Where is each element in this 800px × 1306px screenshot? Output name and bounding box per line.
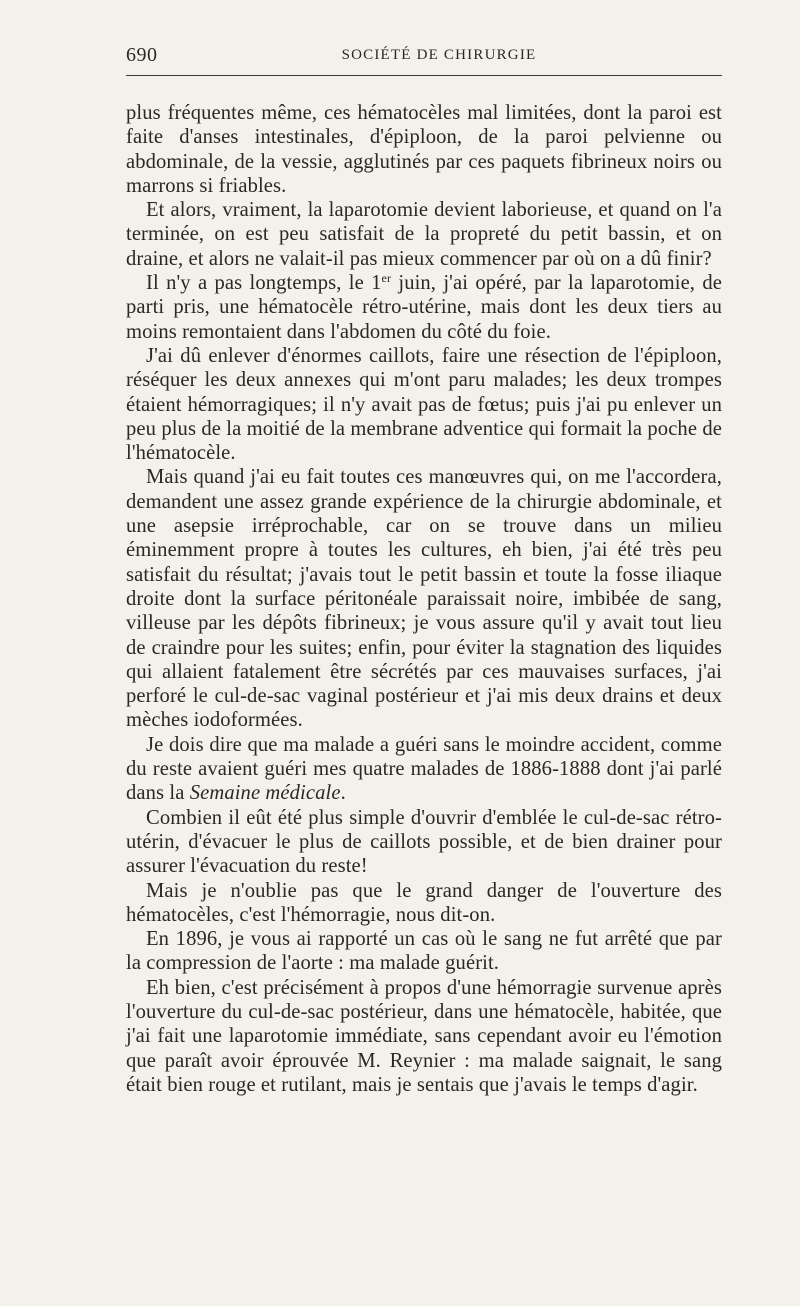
header-rule (126, 75, 722, 76)
body-text (126, 101, 722, 1097)
paragraph-7: Combien il eût été plus simple d'ouvrir d'emblée le cul-de-sac rétro-utérin, d'évacuer le plus de caillots possible, et de bien drainer pour assurer l'évacuation du reste! (126, 806, 722, 878)
page-number: 690 (126, 44, 158, 66)
paragraph-1: plus fréquentes même, ces hématocèles mal limitées, dont la paroi est faite d'anses intestinales, d'épiploon, de la paroi pelvienne ou abdominale, de la vessie, agglutinés par ces paquets fibrineux noirs ou marrons si friables. (126, 102, 722, 197)
journal-title: Semaine médicale (189, 782, 341, 805)
paragraph-6-start: Je dois dire que ma malade a guéri sans le moindre accident, comme du reste avaient guéri mes quatre malades de 1886-1888 dont j'ai parlé dans la (126, 733, 722, 805)
paragraph-8: Mais je n'oublie pas que le grand danger de l'ouverture des hématocèles, c'est l'hémorragie, nous dit-on. (126, 879, 722, 926)
paragraph-6 (126, 733, 722, 806)
ordinal-superscript: er (381, 271, 392, 286)
paragraph-9: En 1896, je vous ai rapporté un cas où le sang ne fut arrêté que par la compression de l'aorte : ma malade guérit. (126, 928, 722, 975)
running-title: SOCIÉTÉ DE CHIRURGIE (341, 47, 537, 63)
paragraph-5: Mais quand j'ai eu fait toutes ces manœuvres qui, on me l'accordera, demandent une assez grande expérience de la chirurgie abdominale, et une asepsie irréprochable, car on se trouve dans un milieu éminemment propre à toutes les cultures, eh bien, j'ai été très peu satisfait du résultat; j'avais tout le petit bassin et toute la fosse iliaque droite dont la surface péritonéale paraissait noire, imbibée de sang, villeuse par les dépôts fibrineux; je vous assure qu'il y avait tout lieu de craindre pour les suites; enfin, pour éviter la stagnation des liquides qui allaient fatalement être sécrétés par ces mauvaises surfaces, j'ai perforé le cul-de-sac vaginal postérieur et j'ai mis deux drains et deux mèches iodoformées. (126, 466, 722, 732)
paragraph-3-start: Il n'y a pas longtemps, le 1 (146, 272, 382, 295)
paragraph-10: Eh bien, c'est précisément à propos d'une hémorragie survenue après l'ouverture du cul-de-sac postérieur, dans une hématocèle, habitée, que j'ai fait une laparotomie immédiate, sans cependant avoir eu l'émotion que paraît avoir éprouvée M. Reynier : ma malade saignait, le sang était bien rouge et rutilant, mais je sentais que j'avais le temps d'agir. (126, 976, 722, 1096)
paragraph-4: J'ai dû enlever d'énormes caillots, faire une résection de l'épiploon, réséquer les deux annexes qui m'ont paru malades; les deux trompes étaient hémorragiques; il n'y avait pas de fœtus; puis j'ai pu enlever un peu plus de la moitié de la membrane adventice qui formait la poche de l'hématocèle. (126, 344, 722, 465)
page-header (126, 44, 722, 74)
paragraph-6-end: . (340, 782, 346, 805)
paragraph-3 (126, 271, 722, 344)
paragraph-3-end: juin, j'ai opéré, par la laparotomie, de parti pris, une hématocèle rétro-utérine, mais dont les deux tiers au moins remontaient dans l'abdomen du côté du foie. (126, 272, 722, 343)
paragraph-2: Et alors, vraiment, la laparotomie devient laborieuse, et quand on l'a terminée, on est peu satisfait de la propreté du petit bassin, et on draine, et alors ne valait-il pas mieux commencer par où on a dû finir? (126, 199, 722, 270)
